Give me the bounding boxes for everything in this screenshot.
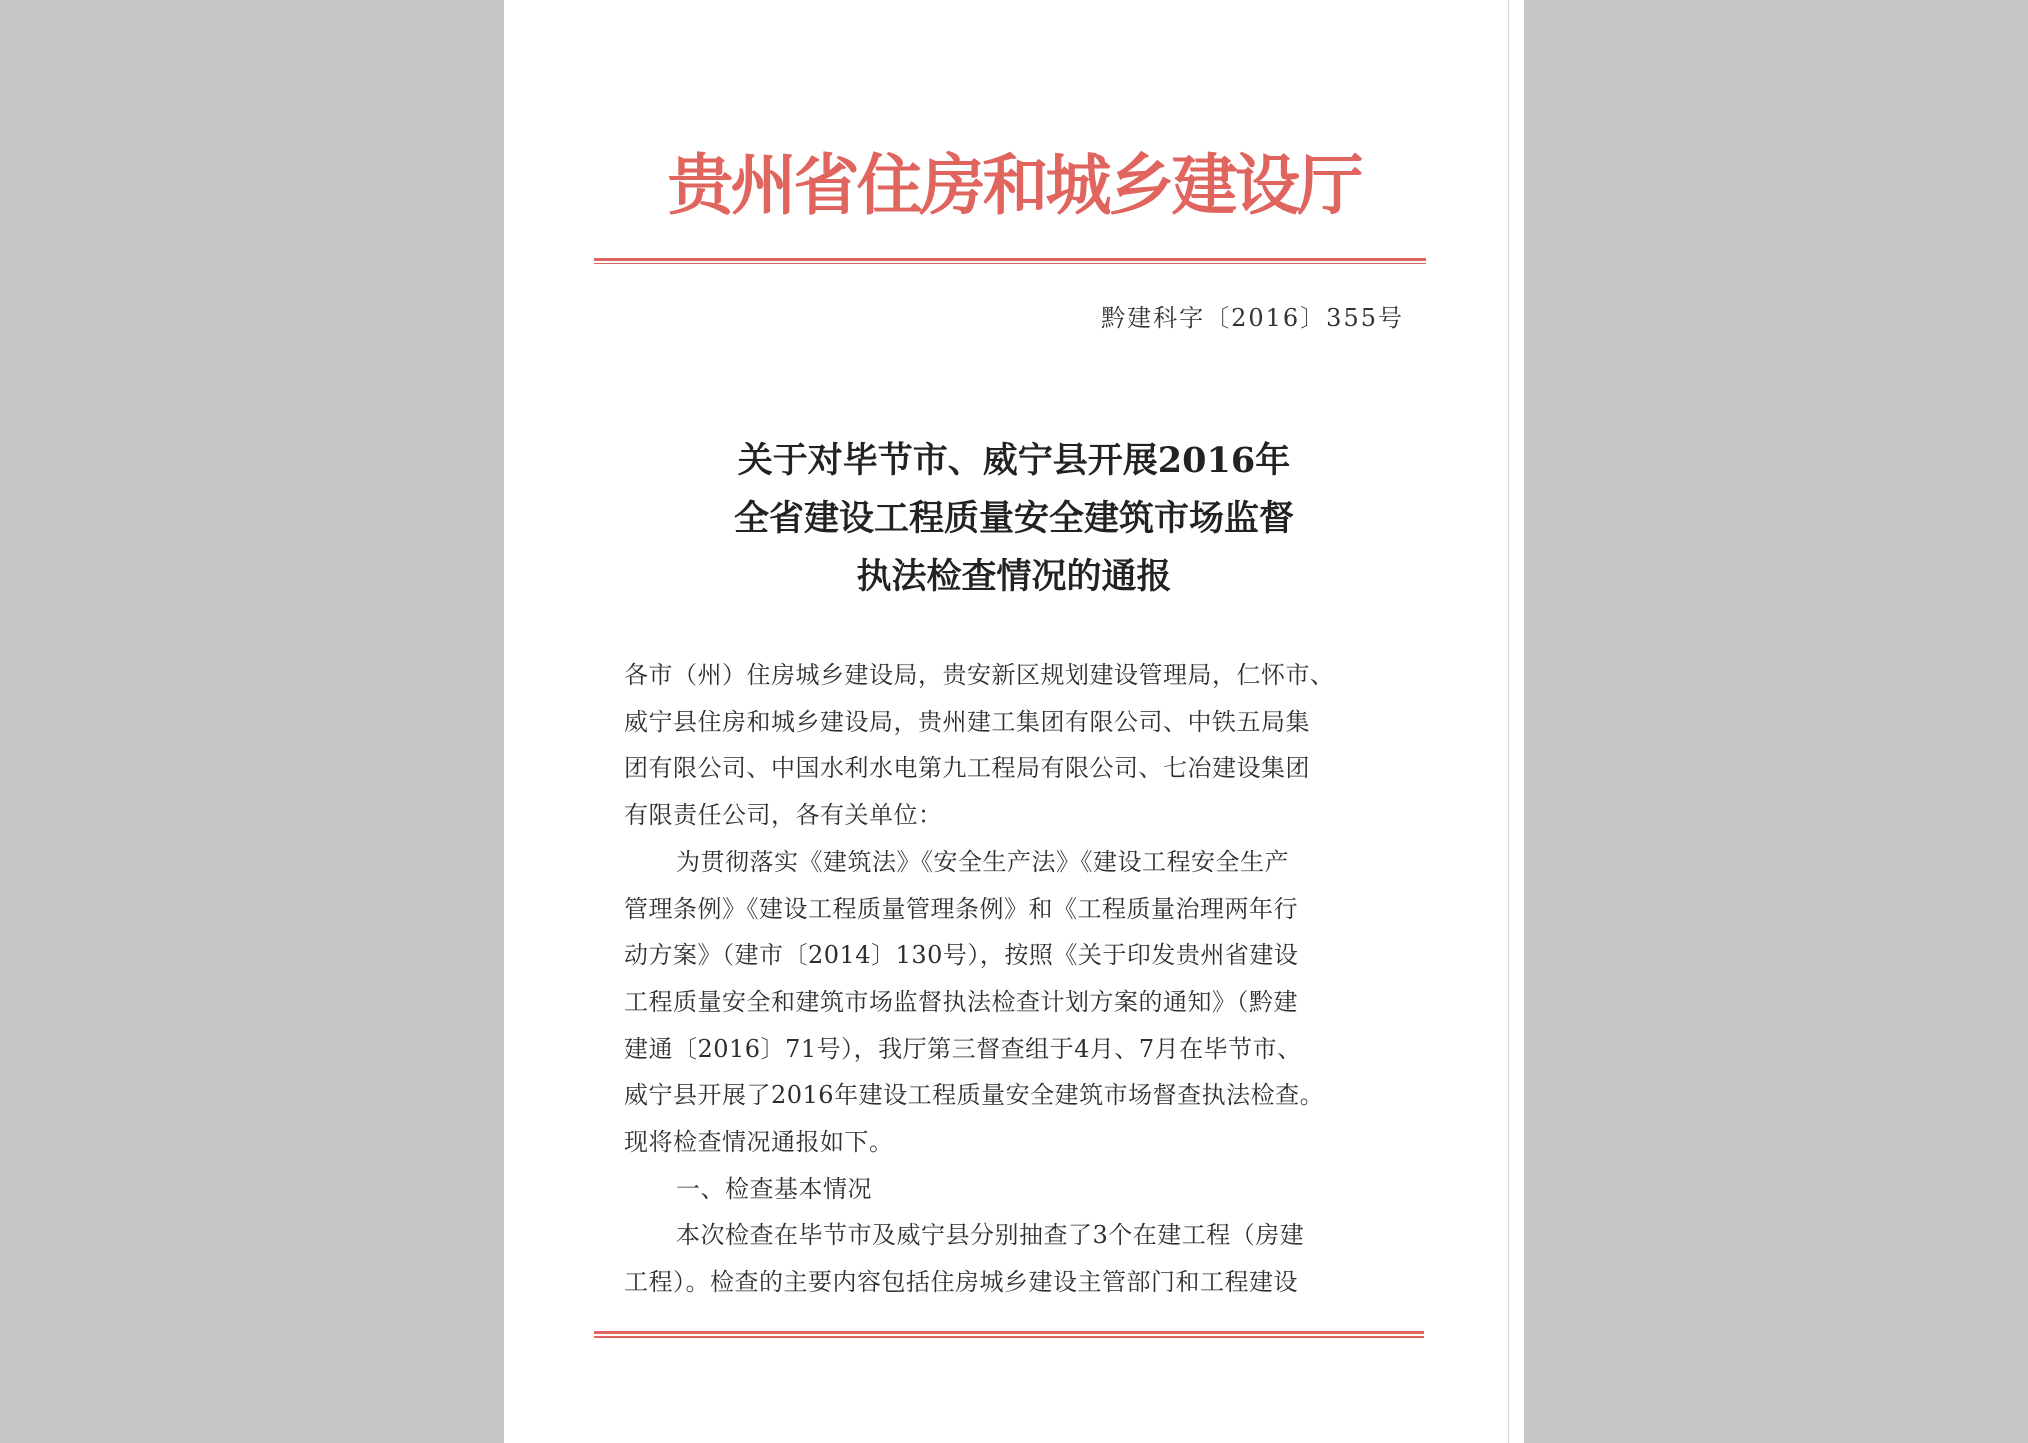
addressee-line: 有限责任公司，各有关单位： bbox=[624, 801, 943, 830]
footer-red-rule bbox=[594, 1331, 1424, 1338]
document-page bbox=[504, 0, 1524, 1443]
title-line: 关于对毕节市、威宁县开展2016年 bbox=[737, 440, 1291, 481]
paragraph-line: 建通〔2016〕71号），我厅第三督查组于4月、7月在毕节市、 bbox=[624, 1034, 1302, 1063]
section-heading: 一、检查基本情况 bbox=[676, 1174, 872, 1203]
title-line: 全省建设工程质量安全建筑市场监督 bbox=[733, 498, 1294, 539]
paragraph-line: 本次检查在毕节市及威宁县分别抽查了3个在建工程（房建 bbox=[676, 1221, 1305, 1250]
paragraph-line: 管理条例》《建设工程质量管理条例》和《工程质量治理两年行 bbox=[624, 894, 1298, 923]
paragraph-line: 为贯彻落实《建筑法》《安全生产法》《建设工程安全生产 bbox=[676, 847, 1289, 876]
paragraph-line: 工程）。检查的主要内容包括住房城乡建设主管部门和工程建设 bbox=[624, 1268, 1298, 1297]
viewer-margin-left bbox=[0, 0, 504, 1443]
title-line: 执法检查情况的通报 bbox=[856, 556, 1172, 597]
addressee-line: 威宁县住房和城乡建设局，贵州建工集团有限公司、中铁五局集 bbox=[624, 707, 1310, 736]
paragraph-line: 威宁县开展了2016年建设工程质量安全建筑市场督查执法检查。 bbox=[624, 1081, 1325, 1110]
notice-title bbox=[624, 432, 1404, 606]
notice-body bbox=[624, 652, 1404, 1306]
paragraph-line: 动方案》（建市〔2014〕130号），按照《关于印发贵州省建设 bbox=[624, 941, 1299, 970]
letterhead-red-rule bbox=[594, 258, 1426, 264]
paragraph-line: 工程质量安全和建筑市场监督执法检查计划方案的通知》（黔建 bbox=[624, 987, 1298, 1016]
addressee-line: 各市（州）住房城乡建设局，贵安新区规划建设管理局，仁怀市、 bbox=[624, 661, 1335, 689]
viewer-margin-right bbox=[1524, 0, 2028, 1443]
addressee-line: 团有限公司、中国水利水电第九工程局有限公司、七冶建设集团 bbox=[624, 754, 1310, 783]
letterhead-agency: 贵州省住房和城乡建设厅 bbox=[667, 146, 1361, 224]
document-number: 黔建科字〔2016〕355号 bbox=[1101, 304, 1404, 332]
paragraph-line: 现将检查情况通报如下。 bbox=[624, 1128, 894, 1157]
